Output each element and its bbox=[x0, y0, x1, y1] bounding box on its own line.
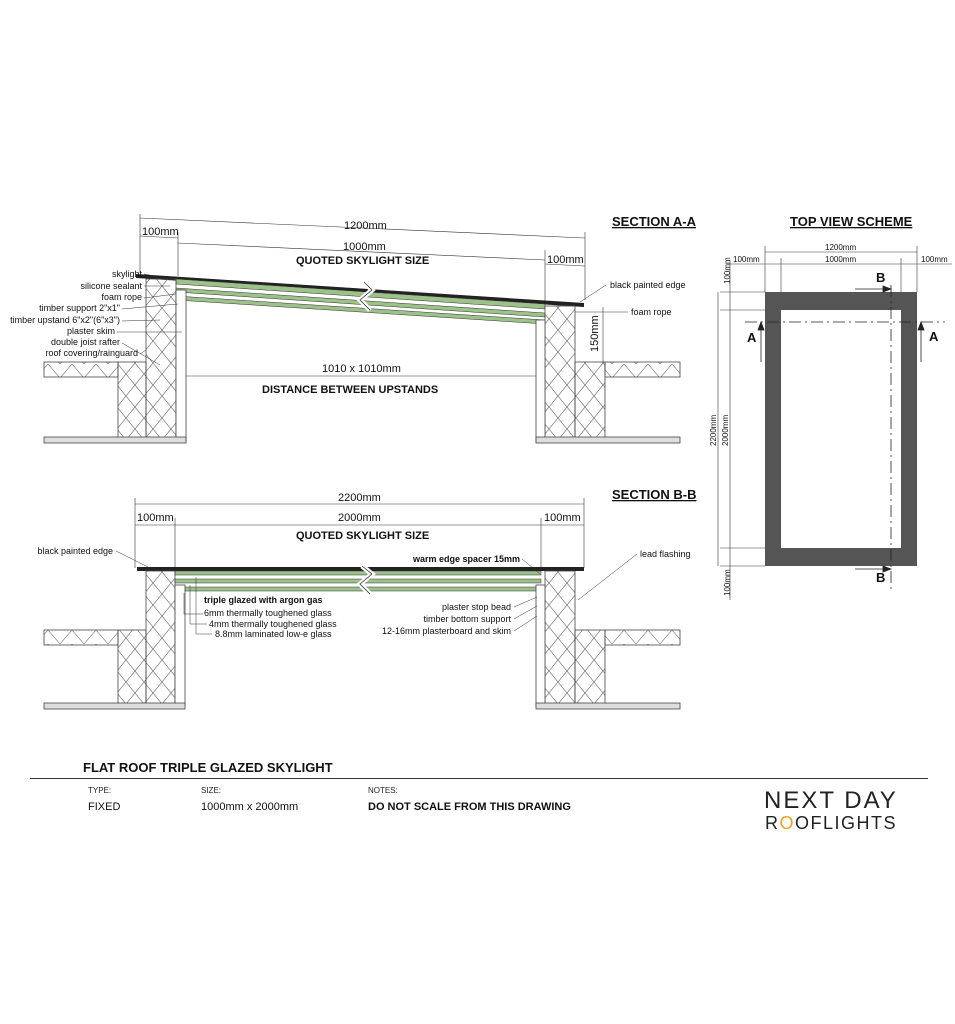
aa-upstand-height: 150mm bbox=[589, 315, 601, 352]
type-value: FIXED bbox=[88, 801, 121, 813]
aa-label-double-joist: double joist rafter bbox=[50, 337, 120, 347]
logo-rest: OFLIGHTS bbox=[795, 813, 898, 833]
aa-label-timber-support: timber support 2"x1" bbox=[39, 303, 120, 313]
bb-dim-mid: 2000mm bbox=[338, 512, 381, 524]
section-arrows bbox=[758, 286, 924, 572]
marker-b-bottom: B bbox=[876, 570, 886, 585]
bb-label-spacer: warm edge spacer 15mm bbox=[412, 554, 520, 564]
top-h-inner: 2000mm bbox=[721, 414, 730, 446]
aa-dim-right: 100mm bbox=[547, 254, 584, 266]
aa-label-roof-covering: roof covering/rainguard bbox=[45, 348, 138, 358]
bb-label-black-painted-edge: black painted edge bbox=[37, 546, 113, 556]
top-edge-top: 100mm bbox=[723, 257, 732, 284]
top-edge-bottom: 100mm bbox=[723, 569, 732, 596]
aa-label-silicone-sealant: silicone sealant bbox=[80, 281, 142, 291]
notes-value: DO NOT SCALE FROM THIS DRAWING bbox=[368, 801, 571, 813]
aa-label-timber-upstand: timber upstand 6"x2"(6"x3") bbox=[10, 315, 120, 325]
logo-accent-o: O bbox=[779, 813, 796, 833]
bb-right-leaders bbox=[514, 554, 637, 631]
size-label: SIZE: bbox=[201, 786, 222, 795]
size-value: 1000mm x 2000mm bbox=[201, 801, 299, 813]
aa-dim-mid: 1000mm bbox=[343, 241, 386, 253]
bb-leader-black-edge bbox=[116, 551, 150, 568]
top-edge-right: 100mm bbox=[921, 255, 948, 264]
aa-between-label: DISTANCE BETWEEN UPSTANDS bbox=[262, 384, 439, 396]
bb-dim-left: 100mm bbox=[137, 512, 174, 524]
aa-label-black-painted-edge: black painted edge bbox=[610, 280, 686, 290]
logo-line-1: NEXT DAY bbox=[764, 787, 898, 814]
aa-dim-left: 100mm bbox=[142, 226, 179, 238]
bb-dim-total: 2200mm bbox=[338, 492, 381, 504]
logo-letter-r: R bbox=[765, 813, 780, 833]
aa-right-upstand bbox=[536, 306, 680, 443]
bb-right-upstand bbox=[536, 571, 680, 709]
section-bb bbox=[37, 487, 696, 709]
bb-glazing-title: triple glazed with argon gas bbox=[204, 595, 323, 605]
notes-label: NOTES: bbox=[368, 786, 398, 795]
top-view bbox=[709, 214, 952, 600]
top-view-title: TOP VIEW SCHEME bbox=[790, 214, 913, 229]
aa-label-foam-rope: foam rope bbox=[101, 292, 142, 302]
bb-label-plasterboard: 12-16mm plasterboard and skim bbox=[381, 626, 511, 636]
top-edge-left: 100mm bbox=[733, 255, 760, 264]
marker-a-left: A bbox=[747, 330, 757, 345]
aa-label-plaster-skim: plaster skim bbox=[66, 326, 115, 336]
bb-glazing bbox=[137, 566, 584, 594]
top-w-total: 1200mm bbox=[825, 243, 857, 252]
section-aa bbox=[10, 214, 696, 443]
bb-label-lead-flashing: lead flashing bbox=[640, 549, 691, 559]
section-bb-title: SECTION B-B bbox=[612, 487, 697, 502]
bb-glazing-layer-1: 6mm thermally toughened glass bbox=[204, 608, 332, 618]
aa-dim-total: 1200mm bbox=[344, 220, 387, 232]
marker-b-top: B bbox=[876, 270, 886, 285]
logo-line-2 bbox=[765, 813, 897, 834]
top-w-inner: 1000mm bbox=[825, 255, 857, 264]
section-aa-title: SECTION A-A bbox=[612, 214, 697, 229]
bb-label-plaster-stop-bead: plaster stop bead bbox=[441, 602, 511, 612]
drawing-title: FLAT ROOF TRIPLE GLAZED SKYLIGHT bbox=[83, 760, 333, 775]
top-view-frame bbox=[765, 292, 917, 566]
aa-label-foam-rope-right: foam rope bbox=[631, 307, 672, 317]
bb-glazing-layer-2: 4mm thermally toughened glass bbox=[209, 619, 337, 629]
aa-quoted-size: QUOTED SKYLIGHT SIZE bbox=[296, 255, 430, 267]
bb-label-timber-bottom-support: timber bottom support bbox=[423, 614, 511, 624]
aa-between-dim: 1010 x 1010mm bbox=[322, 363, 401, 375]
type-label: TYPE: bbox=[88, 786, 112, 795]
title-divider bbox=[30, 778, 928, 779]
aa-label-skylight: skylight bbox=[111, 269, 142, 279]
marker-a-right: A bbox=[929, 329, 939, 344]
top-h-total: 2200mm bbox=[709, 414, 718, 446]
title-block bbox=[30, 755, 930, 845]
bb-quoted-size: QUOTED SKYLIGHT SIZE bbox=[296, 530, 430, 542]
bb-glazing-leaders bbox=[184, 577, 212, 634]
bb-left-upstand bbox=[44, 571, 185, 709]
bb-dim-right: 100mm bbox=[544, 512, 581, 524]
aa-glazing bbox=[136, 274, 584, 324]
bb-glazing-layer-3: 8.8mm laminated low-e glass bbox=[215, 629, 332, 639]
